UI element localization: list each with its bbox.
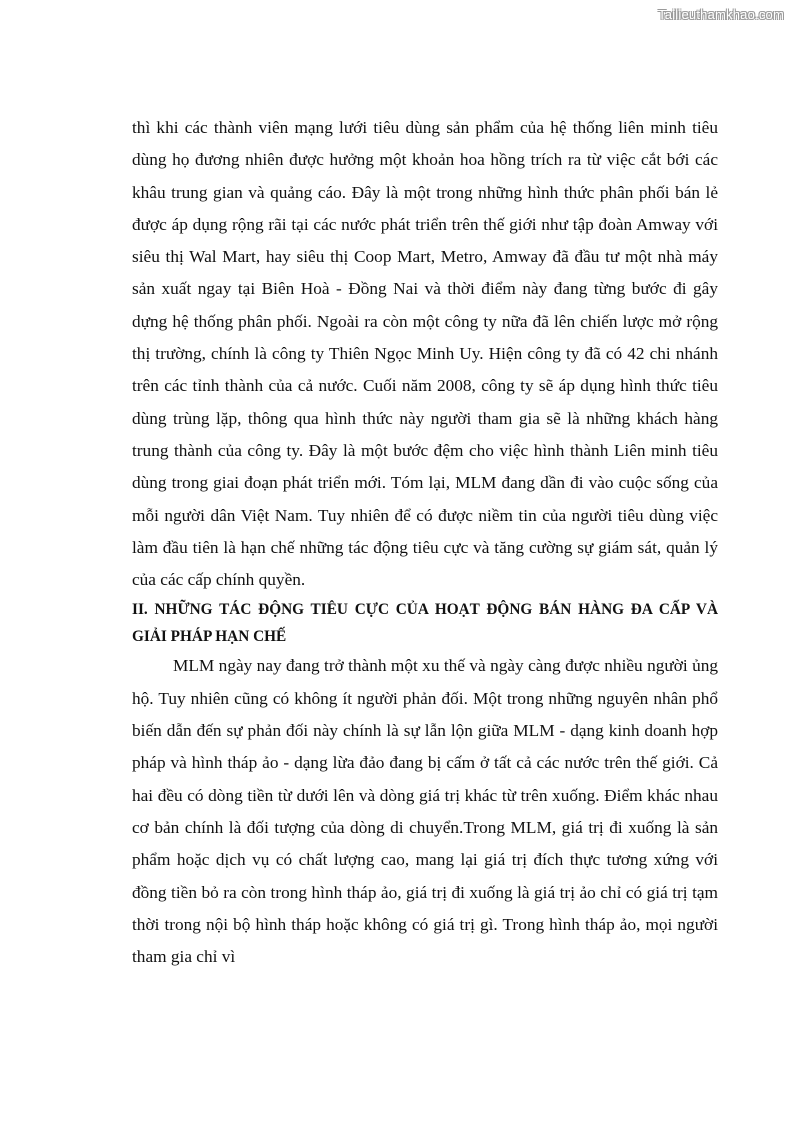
paragraph-1: thì khi các thành viên mạng lưới tiêu dùng sản phẩm của hệ thống liên minh tiêu dùng họ đương nhiên được hưởng một khoản hoa hồng trích ra từ việc cắt bới các khâu trung gian và quảng cáo. Đây là một trong những hình thức phân phối bán lẻ được áp dụng rộng rãi tại các nước phát triển trên thế giới như tập đoàn Amway với siêu thị Wal Mart, hay siêu thị Coop Mart, Metro, Amway đã đầu tư một nhà máy sản xuất ngay tại Biên Hoà - Đồng Nai và thời điểm này đang từng bước đi gây dựng hệ thống phân phối. Ngoài ra còn một công ty nữa đã lên chiến lược mở rộng thị trường, chính là công ty Thiên Ngọc Minh Uy. Hiện công ty đã có 42 chi nhánh trên các tỉnh thành của cả nước. Cuối năm 2008, công ty sẽ áp dụng hình thức tiêu dùng trùng lặp, thông qua hình thức này người tham gia sẽ là những khách hàng trung thành của công ty. Đây là một bước đệm cho việc hình thành Liên minh tiêu dùng trong giai đoạn phát triển mới. Tóm lại, MLM đang dần đi vào cuộc sống của mỗi người dân Việt Nam. Tuy nhiên để có được niềm tin của người tiêu dùng việc làm đầu tiên là hạn chế những tác động tiêu cực và tăng cường sự giám sát, quản lý của các cấp chính quyền.	[132, 118, 718, 590]
watermark: Tailieuthamkhao.com	[658, 7, 784, 22]
document-page	[132, 112, 718, 973]
section-heading: II. NHỮNG TÁC ĐỘNG TIÊU CỰC CỦA HOẠT ĐỘNG BÁN HÀNG ĐA CẤP VÀ GIẢI PHÁP HẠN CHẾ	[132, 601, 718, 646]
paragraph-2: MLM ngày nay đang trở thành một xu thế và ngày càng được nhiều người ủng hộ. Tuy nhiên cũng có không ít người phản đối. Một trong những nguyên nhân phổ biến dẫn đến sự phản đối này chính là sự lẫn lộn giữa MLM - dạng kinh doanh hợp pháp và hình tháp ảo - dạng lừa đảo đang bị cấm ở tất cả các nước trên thế giới. Cả hai đều có dòng tiền từ dưới lên và dòng giá trị khác từ trên xuống. Điểm khác nhau cơ bản chính là đối tượng của dòng di chuyển.Trong MLM, giá trị đi xuống là sản phẩm hoặc dịch vụ có chất lượng cao, mang lại giá trị đích thực tương xứng với đồng tiền bỏ ra còn trong hình tháp ảo, giá trị đi xuống là giá trị ảo chỉ có giá trị tạm thời trong nội bộ hình tháp hoặc không có giá trị gì. Trong hình tháp ảo, mọi người tham gia chỉ vì	[132, 656, 718, 967]
